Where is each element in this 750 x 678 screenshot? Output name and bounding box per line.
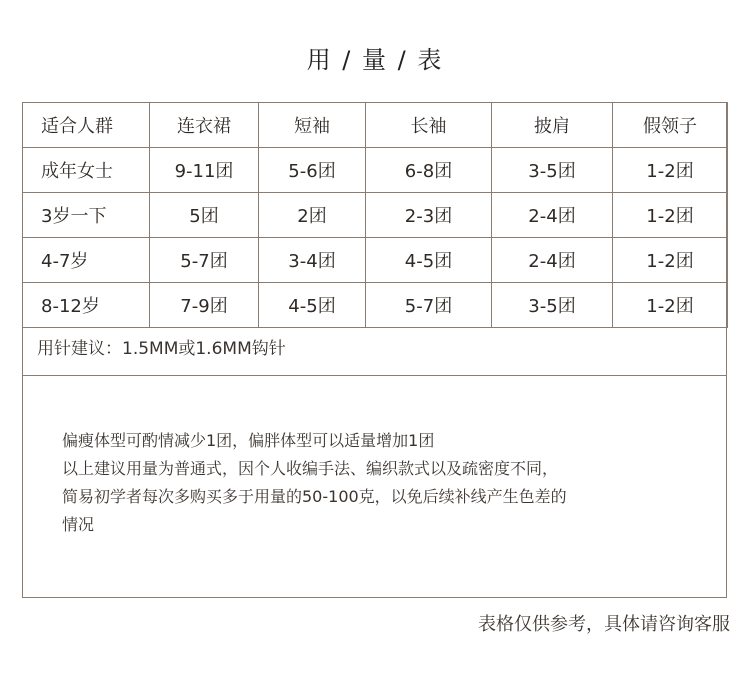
table-cell: 2团 <box>259 193 366 238</box>
table-row <box>23 283 728 328</box>
table-cell: 8-12岁 <box>23 283 150 328</box>
table-cell: 4-5团 <box>366 238 492 283</box>
note-line: 偏瘦体型可酌情减少1团，偏胖体型可以适量增加1团 <box>62 431 435 450</box>
notes-block <box>62 427 702 539</box>
footer-note: 表格仅供参考，具体请咨询客服 <box>478 614 730 635</box>
header-cell: 适合人群 <box>23 103 150 148</box>
needle-suggestion: 用针建议：1.5MM或1.6MM钩针 <box>22 322 727 376</box>
table-cell: 成年女士 <box>23 148 150 193</box>
table-cell: 3-4团 <box>259 238 366 283</box>
table-cell: 6-8团 <box>366 148 492 193</box>
table-cell: 1-2团 <box>613 148 728 193</box>
table-cell: 1-2团 <box>613 238 728 283</box>
usage-table <box>22 102 728 328</box>
table-cell: 7-9团 <box>150 283 259 328</box>
table-cell: 3-5团 <box>492 283 613 328</box>
table-cell: 5-7团 <box>150 238 259 283</box>
note-line: 情况 <box>62 515 95 534</box>
note-line: 以上建议用量为普通式，因个人收编手法、编织款式以及疏密度不同， <box>62 459 559 478</box>
table-cell: 4-7岁 <box>23 238 150 283</box>
header-cell: 披肩 <box>492 103 613 148</box>
table-cell: 5团 <box>150 193 259 238</box>
table-cell: 2-4团 <box>492 193 613 238</box>
header-cell: 长袖 <box>366 103 492 148</box>
table-cell: 4-5团 <box>259 283 366 328</box>
table-cell: 1-2团 <box>613 283 728 328</box>
table-cell: 2-4团 <box>492 238 613 283</box>
page-title: 用 / 量 / 表 <box>306 46 444 74</box>
table-cell: 3岁一下 <box>23 193 150 238</box>
header-cell: 短袖 <box>259 103 366 148</box>
header-cell: 假领子 <box>613 103 728 148</box>
table-row <box>23 238 728 283</box>
table-header-row <box>23 103 728 148</box>
table-row <box>23 148 728 193</box>
table-cell: 1-2团 <box>613 193 728 238</box>
table-row <box>23 193 728 238</box>
table-cell: 9-11团 <box>150 148 259 193</box>
header-cell: 连衣裙 <box>150 103 259 148</box>
table-cell: 5-7团 <box>366 283 492 328</box>
table-cell: 3-5团 <box>492 148 613 193</box>
table-cell: 2-3团 <box>366 193 492 238</box>
note-line: 简易初学者每次多购买多于用量的50-100克，以免后续补线产生色差的 <box>62 487 567 506</box>
table-cell: 5-6团 <box>259 148 366 193</box>
